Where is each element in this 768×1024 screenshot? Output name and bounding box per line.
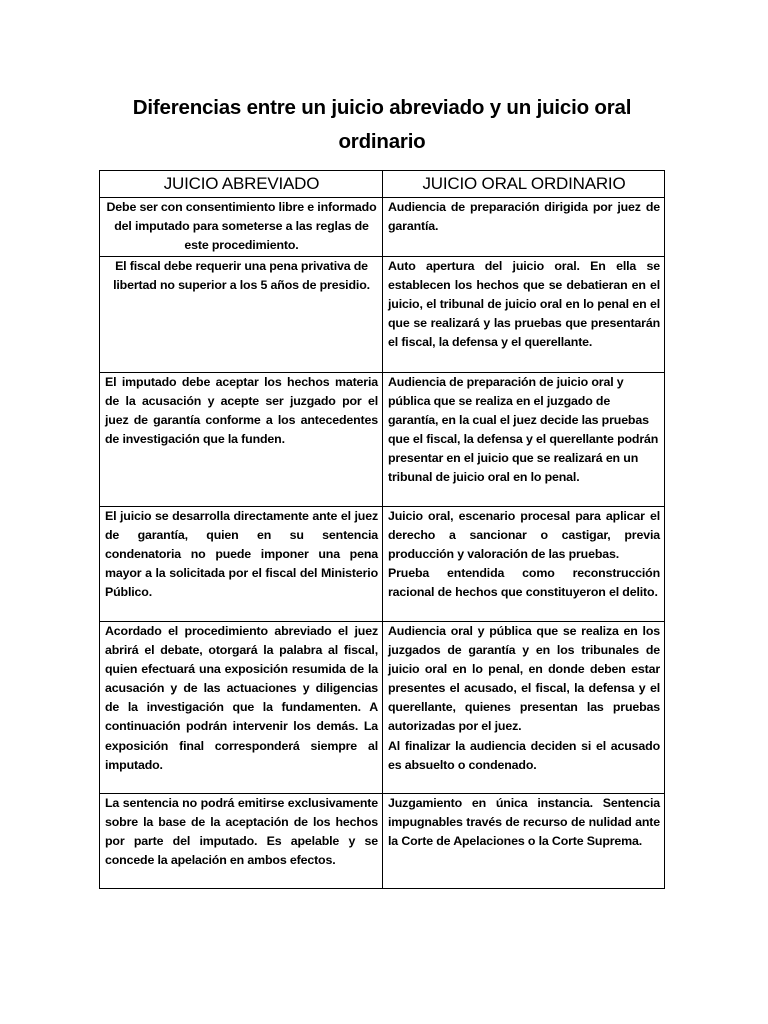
- table-row: [100, 257, 665, 373]
- table-row: [100, 622, 665, 794]
- cell-paragraph: Audiencia oral y pública que se realiza en los juzgados de garantía y en los tribunales de juicio oral en lo penal, en donde deben estar presentes el acusado, el fiscal, la defensa y el querellante, quienes presentan las pruebas autorizadas por el juez.: [388, 624, 660, 734]
- cell-abreviado: El imputado debe aceptar los hechos materia de la acusación y acepte ser juzgado por el juez de garantía conforme a los antecedentes de investigación que la funden.: [100, 373, 383, 507]
- table-row: [100, 794, 665, 889]
- title-line-1: Diferencias entre un juicio abreviado y un juicio oral: [132, 96, 632, 119]
- cell-paragraph: Juicio oral, escenario procesal para aplicar el derecho a sancionar o castigar, previa producción y valoración de las pruebas.: [388, 509, 660, 562]
- cell-paragraph: Prueba entendida como reconstrucción racional de hechos que constituyeron el delito.: [388, 566, 660, 600]
- cell-paragraph: Al finalizar la audiencia deciden si el acusado es absuelto o condenado.: [388, 738, 660, 772]
- cell-oral: [383, 507, 665, 622]
- cell-oral: Auto apertura del juicio oral. En ella se establecen los hechos que se debatieran en el juicio, el tribunal de juicio oral en lo penal en el que se realizará y las pruebas que presentarán el fiscal, la defensa y el querellante.: [383, 257, 665, 373]
- cell-abreviado: Acordado el procedimiento abreviado el juez abrirá el debate, otorgará la palabra al fiscal, quien efectuará una exposición resumida de la acusación y de las actuaciones y diligencias de la investigación que la fundamenten. A continuación podrán intervenir los demás. La exposición final corresponderá siempre al imputado.: [100, 622, 383, 794]
- cell-abreviado: El juicio se desarrolla directamente ante el juez de garantía, quien en su sentencia condenatoria no puede imponer una pena mayor a la solicitada por el fiscal del Ministerio Público.: [100, 507, 383, 622]
- title-line-2: ordinario: [338, 130, 426, 153]
- cell-abreviado: La sentencia no podrá emitirse exclusivamente sobre la base de la aceptación de los hechos por parte del imputado. Es apelable y se concede la apelación en ambos efectos.: [100, 794, 383, 889]
- table-header-row: [100, 171, 665, 198]
- header-juicio-abreviado: JUICIO ABREVIADO: [100, 171, 383, 198]
- cell-oral: Audiencia de preparación dirigida por juez de garantía.: [383, 198, 665, 257]
- cell-oral: Juzgamiento en única instancia. Sentencia impugnables través de recurso de nulidad ante la Corte de Apelaciones o la Corte Suprema.: [383, 794, 665, 889]
- table-row: [100, 198, 665, 257]
- document-title: [100, 91, 664, 159]
- cell-oral: [383, 622, 665, 794]
- cell-oral: Audiencia de preparación de juicio oral y pública que se realiza en el juzgado de garantía, en la cual el juez decide las pruebas que el fiscal, la defensa y el querellante podrán presentar en el juicio que se realizará en un tribunal de juicio oral en lo penal.: [383, 373, 665, 507]
- table-row: [100, 507, 665, 622]
- cell-abreviado: El fiscal debe requerir una pena privativa de libertad no superior a los 5 años de presidio.: [100, 257, 383, 373]
- cell-abreviado: Debe ser con consentimiento libre e informado del imputado para someterse a las reglas de este procedimiento.: [100, 198, 383, 257]
- comparison-table: [99, 170, 665, 889]
- header-juicio-oral-ordinario: JUICIO ORAL ORDINARIO: [383, 171, 665, 198]
- table-row: [100, 373, 665, 507]
